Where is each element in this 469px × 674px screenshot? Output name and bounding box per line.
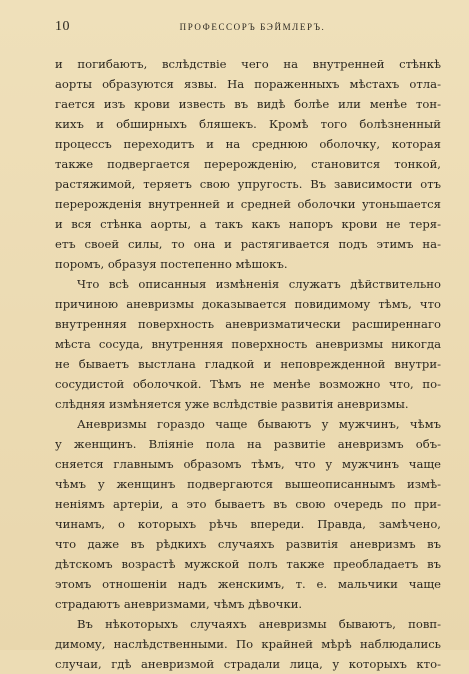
text-line: слѣдняя измѣняется уже вслѣдствіе развитія аневризмы. [55, 397, 409, 411]
text-line: и вся стѣнка аорты, а такъ какъ напоръ крови не теря- [55, 217, 441, 231]
paragraph [55, 414, 441, 614]
text-line: кихъ и обширныхъ бляшекъ. Кромѣ того болѣзненный [55, 117, 441, 131]
text-line: этомъ отношеніи надъ женскимъ, т. е. мальчики чаще [55, 577, 441, 591]
text-line: чинамъ, о которыхъ рѣчь впереди. Правда, замѣчено, [55, 517, 441, 531]
text-line: чѣмъ у женщинъ подвергаются вышеописаннымъ измѣ- [55, 477, 441, 491]
body-text [55, 54, 441, 674]
text-line: у женщинъ. Вліяніе пола на развитіе аневризмъ объ- [55, 437, 441, 451]
text-line: сняется главнымъ образомъ тѣмъ, что у мужчинъ чаще [55, 457, 441, 471]
text-line: перерожденія внутренней и средней оболочки утоньшается [55, 197, 441, 211]
text-line: гается изъ крови известь въ видѣ болѣе или менѣе тон- [55, 97, 441, 111]
text-line: что даже въ рѣдкихъ случаяхъ развитія аневризмъ въ [55, 537, 441, 551]
text-line: причиною аневризмы доказывается повидимому тѣмъ, что [55, 297, 441, 311]
text-line: поромъ, образуя постепенно мѣшокъ. [55, 257, 288, 271]
text-line: сосудистой оболочкой. Тѣмъ не менѣе возможно что, по- [55, 377, 441, 391]
page-number: 10 [55, 19, 70, 34]
text-line: случаи, гдѣ аневризмой страдали лица, у которыхъ кто- [55, 657, 441, 671]
page-header [55, 19, 440, 37]
text-line: Въ нѣкоторыхъ случаяхъ аневризмы бываютъ, повп- [77, 617, 441, 631]
text-line: дѣтскомъ возрастѣ мужской полъ также преобладаетъ въ [55, 557, 441, 571]
text-line: Что всѣ описанныя измѣненія служатъ дѣйствительно [77, 277, 441, 291]
text-line: страдаютъ аневризмами, чѣмъ дѣвочки. [55, 597, 303, 611]
text-line: аорты образуются язвы. На пораженныхъ мѣстахъ отла- [55, 77, 441, 91]
text-line: внутренняя поверхность аневризматически расширеннаго [55, 317, 441, 331]
text-line: неніямъ артеріи, а это бываетъ въ свою очередь по при- [55, 497, 441, 511]
text-line: также подвергается перерожденію, становится тонкой, [55, 157, 441, 171]
paragraph [55, 614, 441, 674]
text-line: Аневризмы гораздо чаще бываютъ у мужчинъ, чѣмъ [77, 417, 441, 431]
text-line: мѣста сосуда, внутренняя поверхность аневризмы никогда [55, 337, 441, 351]
text-line: растяжимой, теряетъ свою упругость. Въ зависимости отъ [55, 177, 441, 191]
text-line: и погибаютъ, вслѣдствіе чего на внутренней стѣнкѣ [55, 57, 441, 71]
paragraph [55, 54, 441, 274]
text-line: етъ своей силы, то она и растягивается подъ этимъ на- [55, 237, 441, 251]
text-line: димому, наслѣдственными. По крайней мѣрѣ наблюдались [55, 637, 441, 651]
running-head: ПРОФЕССОРЪ БЭЙМЛЕРЪ. [179, 22, 326, 32]
text-line: процессъ переходитъ и на среднюю оболочку, которая [55, 137, 441, 151]
text-line: не бываетъ выстлана гладкой и неповрежденной внутри- [55, 357, 441, 371]
paragraph [55, 274, 441, 414]
